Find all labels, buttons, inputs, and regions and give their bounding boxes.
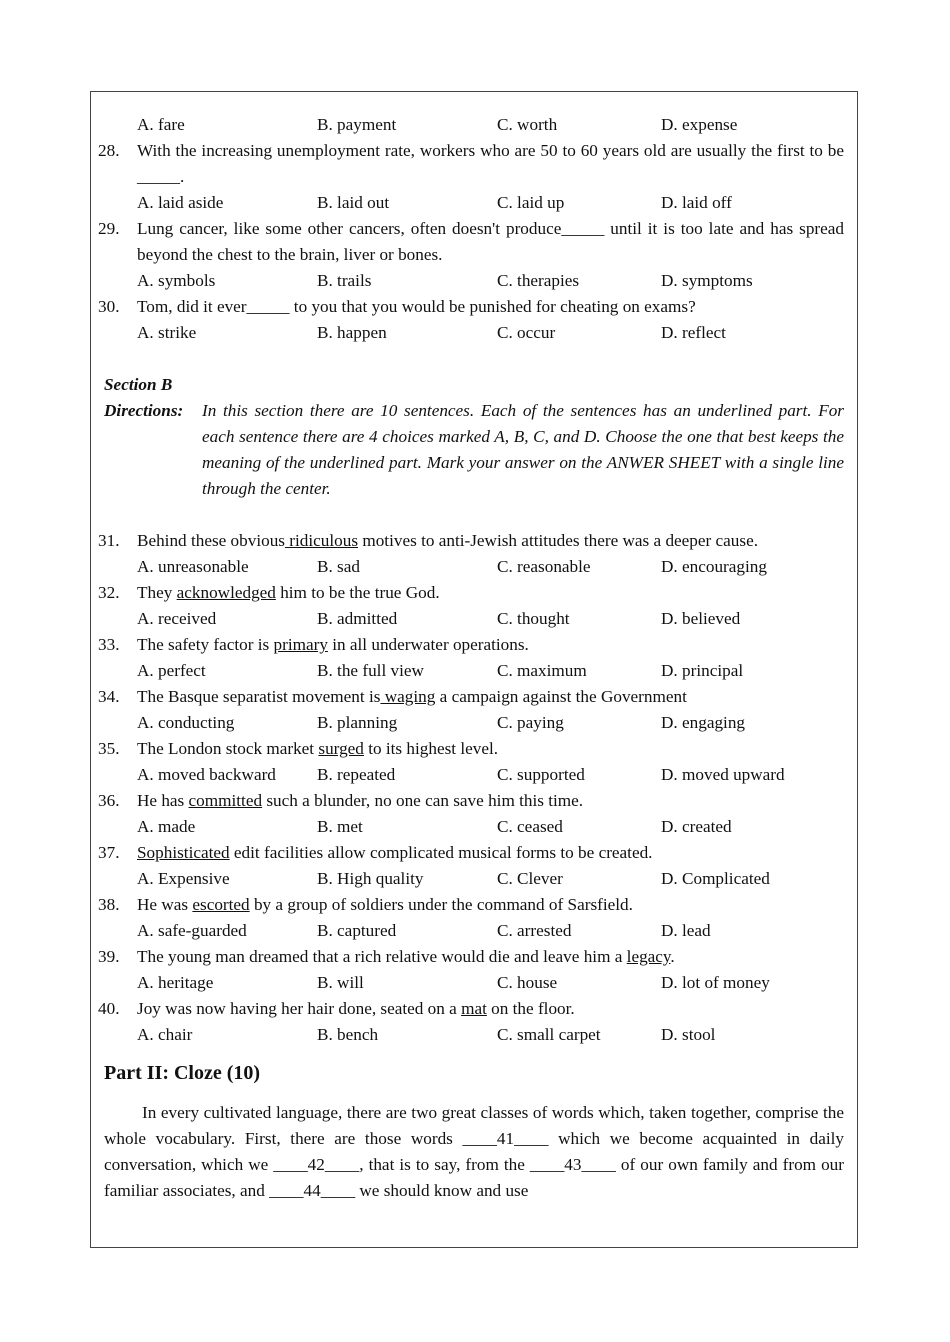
question-33: [91, 632, 857, 658]
underlined-word: ridiculous: [285, 531, 359, 550]
question-text-after: to its highest level.: [363, 739, 499, 758]
question-text-before: The London stock market: [137, 739, 319, 758]
question-number: 30.: [98, 297, 120, 316]
q29-option-c: C. therapies: [497, 271, 580, 290]
q31-option-b: B. sad: [317, 557, 360, 576]
question-text: Tom, did it ever_____ to you that you would be punished for cheating on exams?: [137, 297, 696, 316]
question-30: [91, 294, 857, 320]
part-2-title: Part II: Cloze (10): [104, 1062, 261, 1084]
q33-option-d: D. principal: [661, 661, 744, 680]
question-text-after: him to be the true God.: [275, 583, 440, 602]
spacer: [91, 346, 857, 372]
q28-option-d: D. laid off: [661, 193, 732, 212]
q38-options: [137, 918, 857, 944]
q38-option-a: A. safe-guarded: [137, 921, 247, 940]
underlined-word: escorted: [192, 895, 250, 914]
q32-option-a: A. received: [137, 609, 217, 628]
q29-options: [137, 268, 857, 294]
q27-option-b: B. payment: [317, 115, 397, 134]
cloze-paragraph: In every cultivated language, there are two great classes of words which, taken together, comprise the whole vocabulary. First, there are those words ____41____ which we become acquainted in daily conversation, which we ____42____, that is to say, from the ____43____ of our own family and from our familiar associates, and ____44____ we should know and use: [104, 1103, 844, 1200]
question-text-after: .: [670, 947, 675, 966]
question-37: [91, 840, 857, 866]
question-number: 35.: [98, 739, 120, 758]
q34-options: [137, 710, 857, 736]
q31-option-a: A. unreasonable: [137, 557, 249, 576]
q39-option-b: B. will: [317, 973, 364, 992]
question-36: [91, 788, 857, 814]
q32-option-d: D. believed: [661, 609, 741, 628]
underlined-word: mat: [461, 999, 487, 1018]
q28-option-b: B. laid out: [317, 193, 390, 212]
question-number: 33.: [98, 635, 120, 654]
question-38: [91, 892, 857, 918]
question-31: [91, 528, 857, 554]
q32-options: [137, 606, 857, 632]
section-b-title: Section B: [104, 375, 173, 394]
question-text-before: Behind these obvious: [137, 531, 285, 550]
question-number: 32.: [98, 583, 120, 602]
q30-option-b: B. happen: [317, 323, 387, 342]
q37-option-b: B. High quality: [317, 869, 424, 888]
q30-options: [137, 320, 857, 346]
question-text-before: He was: [137, 895, 193, 914]
question-number: 36.: [98, 791, 120, 810]
q27-option-d: D. expense: [661, 115, 738, 134]
q40-option-a: A. chair: [137, 1025, 193, 1044]
q40-option-b: B. bench: [317, 1025, 379, 1044]
q34-option-a: A. conducting: [137, 713, 235, 732]
section-b-directions: [91, 398, 857, 502]
underlined-word: primary: [273, 635, 328, 654]
q38-option-b: B. captured: [317, 921, 397, 940]
q33-option-a: A. perfect: [137, 661, 206, 680]
q33-options: [137, 658, 857, 684]
q35-options: [137, 762, 857, 788]
q31-option-d: D. encouraging: [661, 557, 767, 576]
question-text-after: on the floor.: [486, 999, 575, 1018]
underlined-word: Sophisticated: [137, 843, 230, 862]
question-text-after: edit facilities allow complicated musical forms to be created.: [229, 843, 653, 862]
q35-option-b: B. repeated: [317, 765, 396, 784]
q34-option-c: C. paying: [497, 713, 564, 732]
q32-option-c: C. thought: [497, 609, 570, 628]
question-28: [91, 138, 857, 190]
question-number: 34.: [98, 687, 120, 706]
question-text-after: a campaign against the Government: [435, 687, 687, 706]
q36-option-a: A. made: [137, 817, 196, 836]
question-number: 37.: [98, 843, 120, 862]
q30-option-d: D. reflect: [661, 323, 726, 342]
question-text-before: The safety factor is: [137, 635, 274, 654]
q37-options: [137, 866, 857, 892]
underlined-word: surged: [318, 739, 364, 758]
q39-option-d: D. lot of money: [661, 973, 770, 992]
question-text-after: by a group of soldiers under the command of Sarsfield.: [249, 895, 633, 914]
q38-option-c: C. arrested: [497, 921, 572, 940]
q29-option-b: B. trails: [317, 271, 372, 290]
q33-option-b: B. the full view: [317, 661, 424, 680]
q40-option-d: D. stool: [661, 1025, 716, 1044]
q36-option-d: D. created: [661, 817, 732, 836]
q35-option-d: D. moved upward: [661, 765, 785, 784]
question-number: 31.: [98, 531, 120, 550]
question-34: [91, 684, 857, 710]
question-32: [91, 580, 857, 606]
q36-options: [137, 814, 857, 840]
question-text-before: Joy was now having her hair done, seated on a: [137, 999, 462, 1018]
q39-option-a: A. heritage: [137, 973, 214, 992]
directions-label: Directions:: [104, 401, 184, 420]
q29-option-d: D. symptoms: [661, 271, 753, 290]
question-number: 28.: [98, 141, 120, 160]
q30-option-c: C. occur: [497, 323, 556, 342]
question-text-after: such a blunder, no one can save him this time.: [262, 791, 584, 810]
question-35: [91, 736, 857, 762]
question-number: 29.: [98, 219, 120, 238]
q40-option-c: C. small carpet: [497, 1025, 601, 1044]
q28-options: [137, 190, 857, 216]
directions-text: In this section there are 10 sentences. Each of the sentences has an underlined part. For each sentence there are 4 choices marked A, B, C, and D. Choose the one that best keeps the meaning of the underlined part. Mark your answer on the ANWER SHEET with a single line through the center.: [202, 401, 844, 498]
question-text-after: motives to anti-Jewish attitudes there was a deeper cause.: [358, 531, 759, 550]
q35-option-a: A. moved backward: [137, 765, 276, 784]
q27-option-c: C. worth: [497, 115, 558, 134]
q40-options: [137, 1022, 857, 1048]
q31-options: [137, 554, 857, 580]
underlined-word: acknowledged: [176, 583, 276, 602]
q39-options: [137, 970, 857, 996]
question-number: 40.: [98, 999, 120, 1018]
question-text-after: in all underwater operations.: [327, 635, 529, 654]
underlined-word: committed: [188, 791, 263, 810]
q36-option-b: B. met: [317, 817, 363, 836]
question-number: 38.: [98, 895, 120, 914]
q30-option-a: A. strike: [137, 323, 197, 342]
q37-option-a: A. Expensive: [137, 869, 230, 888]
q37-option-c: C. Clever: [497, 869, 563, 888]
q28-option-c: C. laid up: [497, 193, 565, 212]
question-text-before: The young man dreamed that a rich relative would die and leave him a: [137, 947, 627, 966]
page-frame: [90, 91, 858, 1248]
q37-option-d: D. Complicated: [661, 869, 770, 888]
q27-option-a: A. fare: [137, 115, 185, 134]
question-text-before: The Basque separatist movement is: [137, 687, 381, 706]
page-content: [91, 112, 857, 1204]
q34-option-d: D. engaging: [661, 713, 746, 732]
q32-option-b: B. admitted: [317, 609, 398, 628]
q31-option-c: C. reasonable: [497, 557, 591, 576]
q29-option-a: A. symbols: [137, 271, 216, 290]
q33-option-c: C. maximum: [497, 661, 587, 680]
question-39: [91, 944, 857, 970]
spacer: [91, 502, 857, 528]
question-text: Lung cancer, like some other cancers, often doesn't produce_____ until it is too late and has spread beyond the chest to the brain, liver or bones.: [137, 219, 844, 264]
question-text: With the increasing unemployment rate, workers who are 50 to 60 years old are usually the first to be _____.: [137, 141, 844, 186]
underlined-word: legacy: [626, 947, 671, 966]
underlined-word: waging: [380, 687, 436, 706]
q34-option-b: B. planning: [317, 713, 398, 732]
q39-option-c: C. house: [497, 973, 558, 992]
question-number: 39.: [98, 947, 120, 966]
question-29: [91, 216, 857, 268]
q38-option-d: D. lead: [661, 921, 711, 940]
question-text-before: They: [137, 583, 177, 602]
q36-option-c: C. ceased: [497, 817, 563, 836]
question-40: [91, 996, 857, 1022]
q28-option-a: A. laid aside: [137, 193, 224, 212]
question-text-before: He has: [137, 791, 189, 810]
q27-options: [137, 112, 857, 138]
q35-option-c: C. supported: [497, 765, 585, 784]
